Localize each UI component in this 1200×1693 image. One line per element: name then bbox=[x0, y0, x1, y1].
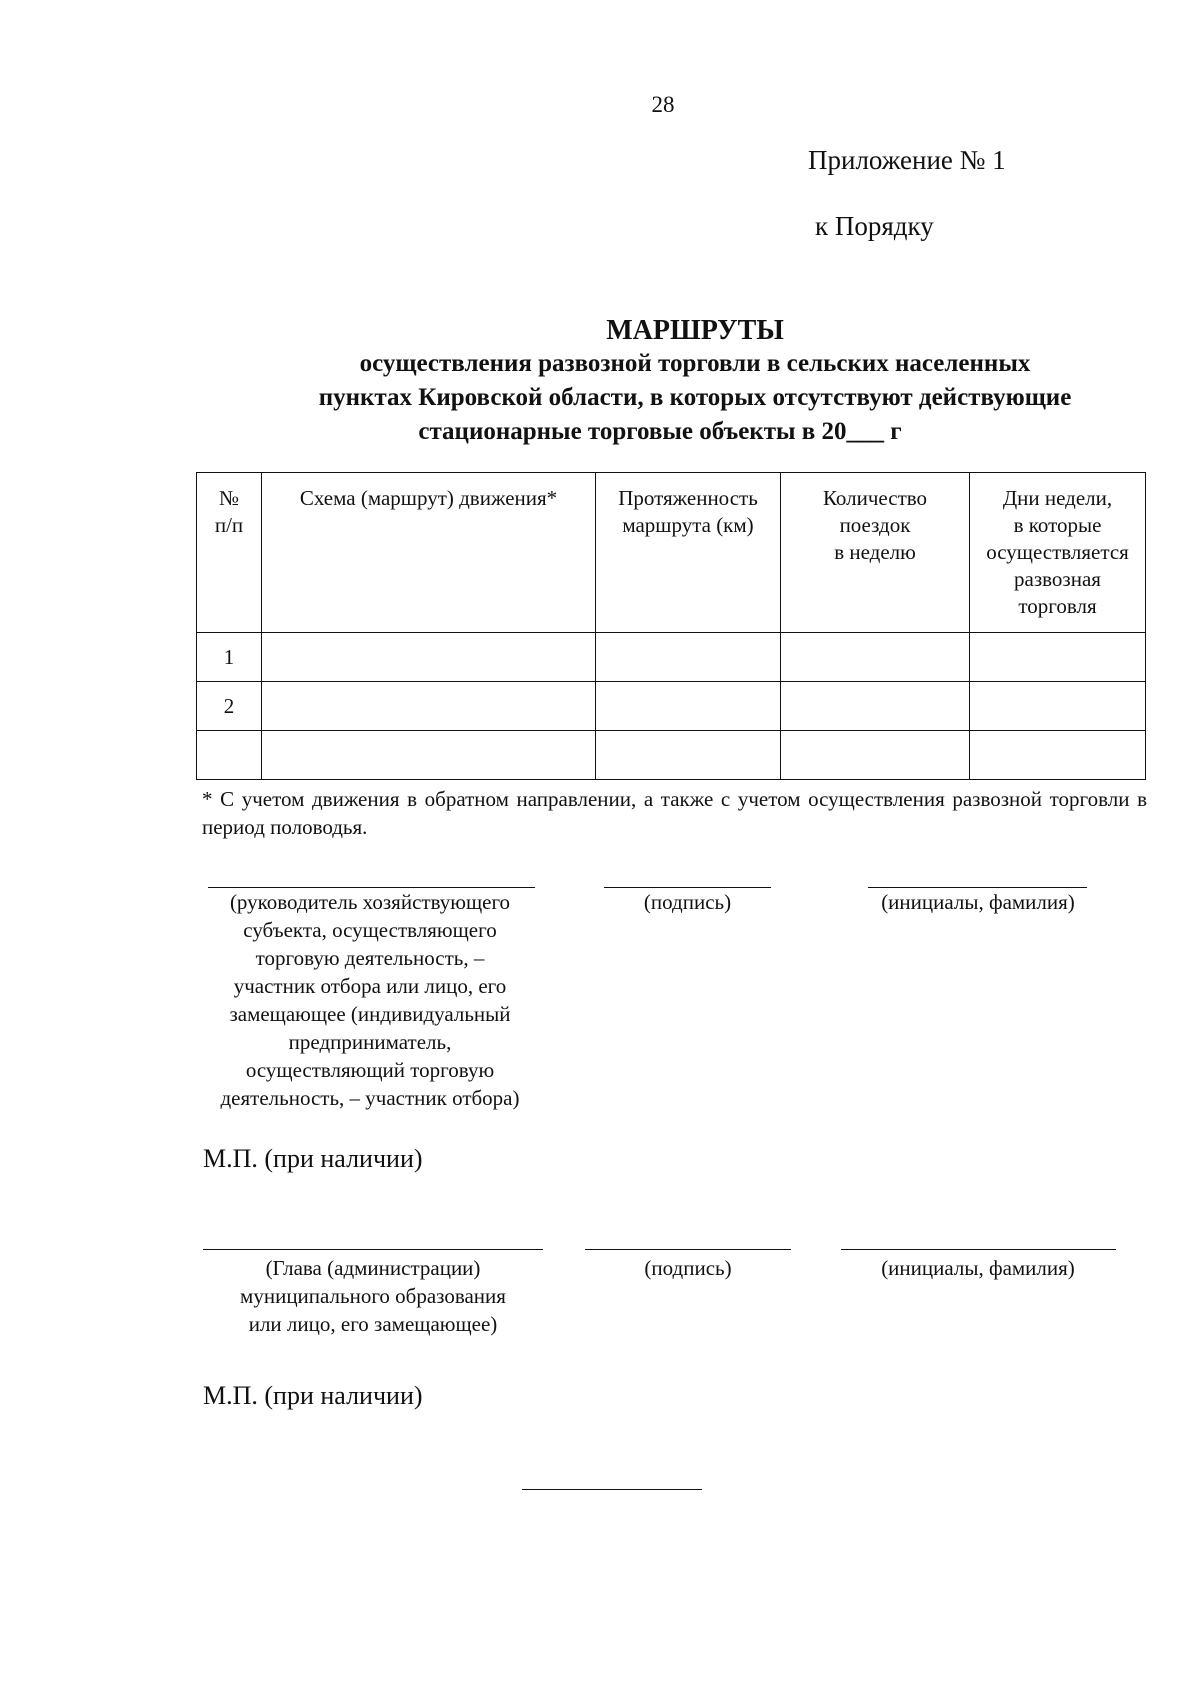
table-header-row bbox=[197, 473, 1146, 633]
caption-line: субъекта, осуществляющего bbox=[243, 918, 497, 942]
caption-line: осуществляющий торговую bbox=[245, 1058, 495, 1082]
table-cell-trips bbox=[781, 731, 970, 780]
caption-line: деятельность, – участник отбора) bbox=[220, 1086, 520, 1110]
caption-line: участник отбора или лицо, его bbox=[233, 974, 507, 998]
signature-line-head bbox=[203, 1249, 543, 1250]
table-cell-length bbox=[596, 682, 781, 731]
table-cell-number: 2 bbox=[197, 682, 262, 731]
routes-table bbox=[196, 472, 1146, 780]
header-trips-per-week bbox=[781, 473, 970, 633]
seal-note: М.П. (при наличии) bbox=[203, 1144, 423, 1173]
table-cell-route bbox=[262, 731, 596, 780]
table-row bbox=[197, 633, 1146, 682]
table-cell-number bbox=[197, 731, 262, 780]
caption-line: торговую деятельность, – bbox=[255, 946, 485, 970]
header-line: маршрута (км) bbox=[622, 513, 754, 537]
header-line: Дни недели, bbox=[1002, 486, 1113, 510]
municipal-head-caption bbox=[200, 1254, 546, 1338]
document-subtitle-line: осуществления развозной торговли в сельских населенных bbox=[359, 350, 1031, 377]
signature-line-sign bbox=[585, 1249, 791, 1250]
signature-caption: (подпись) bbox=[643, 890, 732, 914]
entrepreneur-position-caption bbox=[196, 888, 544, 1112]
name-caption: (инициалы, фамилия) bbox=[881, 890, 1075, 914]
table-cell-days bbox=[970, 731, 1146, 780]
caption-line: замещающее (индивидуальный bbox=[229, 1002, 511, 1026]
seal-note: М.П. (при наличии) bbox=[203, 1381, 423, 1410]
header-line: Схема (маршрут) движения* bbox=[299, 486, 558, 510]
table-row bbox=[197, 731, 1146, 780]
page-number: 28 bbox=[651, 92, 675, 117]
table-cell-number: 1 bbox=[197, 633, 262, 682]
signature-caption: (подпись) bbox=[644, 1256, 732, 1280]
table-cell-trips bbox=[781, 633, 970, 682]
header-line: в неделю bbox=[834, 540, 916, 564]
header-line: Протяженность bbox=[618, 486, 758, 510]
table-row bbox=[197, 682, 1146, 731]
table-cell-length bbox=[596, 731, 781, 780]
table-footnote: * С учетом движения в обратном направлении, а также с учетом осуществления развозной торговли в период половодья. bbox=[202, 787, 1147, 839]
header-line: осуществляется bbox=[986, 540, 1129, 564]
header-line: развозная bbox=[1014, 567, 1101, 591]
document-subtitle-line: пунктах Кировской области, в которых отсутствуют действующие bbox=[318, 384, 1072, 411]
signature-line-name bbox=[841, 1249, 1116, 1250]
header-route-length bbox=[596, 473, 781, 633]
table-cell-route bbox=[262, 682, 596, 731]
header-line: № bbox=[218, 486, 240, 510]
table-cell-days bbox=[970, 633, 1146, 682]
header-line: в которые bbox=[1013, 513, 1102, 537]
header-number bbox=[197, 473, 262, 633]
header-route-scheme bbox=[262, 473, 596, 633]
appendix-subtitle: к Порядку bbox=[815, 211, 934, 241]
table-cell-length bbox=[596, 633, 781, 682]
document-subtitle-line: стационарные торговые объекты в 20___ г bbox=[418, 418, 902, 445]
caption-line: предприниматель, bbox=[288, 1030, 452, 1054]
header-line: Количество bbox=[822, 486, 928, 510]
header-line: п/п bbox=[214, 513, 244, 537]
table-cell-route bbox=[262, 633, 596, 682]
document-title: МАРШРУТЫ bbox=[606, 315, 784, 346]
closing-rule bbox=[522, 1489, 702, 1490]
table-cell-days bbox=[970, 682, 1146, 731]
caption-line: (руководитель хозяйствующего bbox=[229, 890, 511, 914]
appendix-title: Приложение № 1 bbox=[808, 145, 1006, 175]
header-line: торговля bbox=[1018, 594, 1097, 618]
caption-line: муниципального образования bbox=[240, 1284, 506, 1308]
table-cell-trips bbox=[781, 682, 970, 731]
header-trade-days bbox=[970, 473, 1146, 633]
caption-line: или лицо, его замещающее) bbox=[248, 1312, 498, 1336]
caption-line: (Глава (администрации) bbox=[265, 1256, 481, 1280]
header-line: поездок bbox=[839, 513, 911, 537]
name-caption: (инициалы, фамилия) bbox=[881, 1256, 1075, 1280]
